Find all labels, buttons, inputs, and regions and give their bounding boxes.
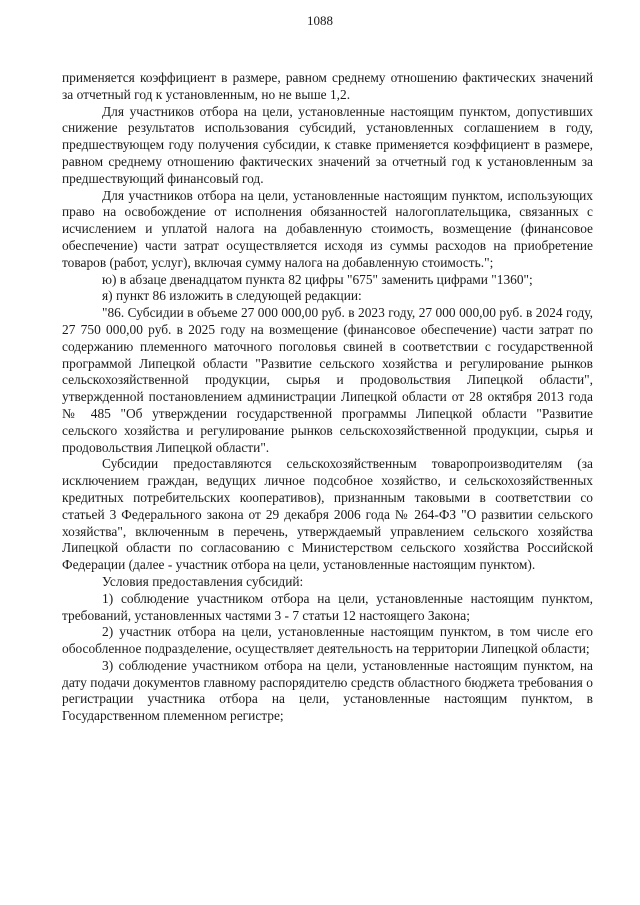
paragraph: Субсидии предоставляются сельскохозяйственным товаропроизводителям (за исключением граждан, ведущих личное подсобное хозяйство, и сельскохозяйственных кредитных потребительских кооперативов), признанным таковыми в соответствии со статьей 3 Федерального закона от 29 декабря 2006 года № 264-ФЗ "О развитии сельского хозяйства", включенным в перечень, утверждаемый управлением сельского хозяйства Липецкой области по согласованию с Министерством сельского хозяйства Российской Федерации (далее - участник отбора на цели, установленные настоящим пунктом). [62,456,593,573]
paragraph: 2) участник отбора на цели, установленные настоящим пунктом, в том числе его обособленное подразделение, осуществляет деятельность на территории Липецкой области; [62,624,593,657]
paragraph: 1) соблюдение участником отбора на цели, установленные настоящим пунктом, требований, установленных частями 3 - 7 статьи 12 настоящего Закона; [62,590,593,623]
paragraph: применяется коэффициент в размере, равном среднему отношению фактических значений за отчетный год к установленным, но не выше 1,2. [62,70,593,102]
paragraph: Для участников отбора на цели, установленные настоящим пунктом, использующих право на освобождение от исполнения обязанностей налогоплательщика, связанных с исчислением и уплатой налога на добавленную стоимость, возмещение (финансовое обеспечение) части затрат осуществляется исходя из суммы расходов на приобретение товаров (работ, услуг), включая сумму налога на добавленную стоимость."; [62,187,593,270]
page-number: 1088 [307,13,333,28]
paragraph: 3) соблюдение участником отбора на цели, установленные настоящим пунктом, на дату подачи документов главному распорядителю средств областного бюджета требования о регистрации участника отбора на цели, установленные настоящим пунктом, в Государственном племенном регистре; [62,657,593,724]
paragraph: Условия предоставления субсидий: [102,573,304,589]
paragraph: я) пункт 86 изложить в следующей редакции: [102,288,362,304]
document-body [62,70,593,725]
paragraph: "86. Субсидии в объеме 27 000 000,00 руб. в 2023 году, 27 000 000,00 руб. в 2024 году, 27 750 000,00 руб. в 2025 году на возмещение (финансовое обеспечение) части затрат по содержанию племенного маточного поголовья свиней в соответствии с государственной программой Липецкой области "Развитие сельского хозяйства и регулирование рынков сельскохозяйственной продукции, сырья и продовольствия Липецкой области", утвержденной постановлением администрации Липецкой области от 28 октября 2013 года № 485 "Об утверждении государственной программы Липецкой области "Развитие сельского хозяйства и регулирование рынков сельскохозяйственной продукции, сырья и продовольствия Липецкой области". [62,305,593,455]
paragraph: ю) в абзаце двенадцатом пункта 82 цифры "675" заменить цифрами "1360"; [102,271,533,287]
paragraph: Для участников отбора на цели, установленные настоящим пунктом, допустивших снижение результатов использования субсидий, установленных соглашением в году, предшествующем году получения субсидии, к ставке применяется коэффициент в размере, равном среднему отношению фактических значений за отчетный год к установленным за предшествующий финансовый год. [62,103,593,186]
